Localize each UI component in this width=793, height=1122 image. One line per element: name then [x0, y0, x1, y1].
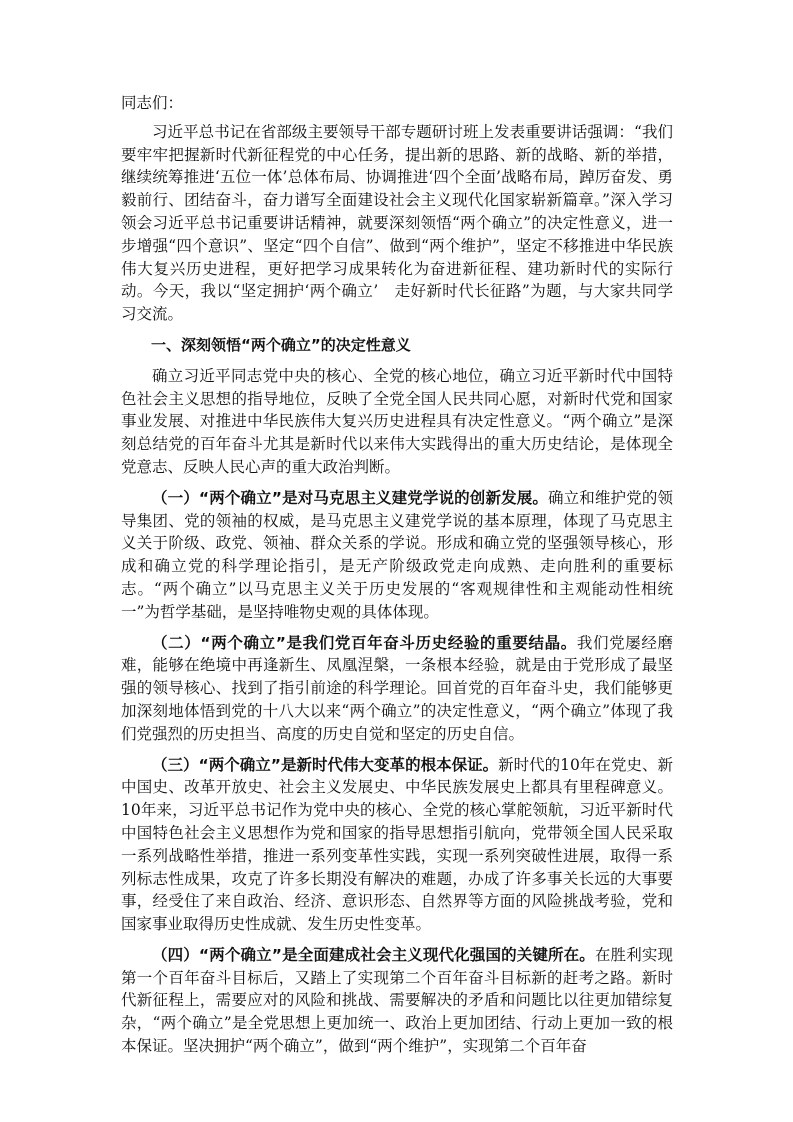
section-heading: 一、深刻领悟“两个确立”的决定性意义 — [151, 335, 411, 354]
point-body: 确立和维护党的领导集团、党的领袖的权威，是马克思主义建党学说的基本原理，体现了马克思主义关于阶级、政党、领袖、群众关系的学说。形成和确立党的坚强领导核心，形成和确立党的科学理论指引，是无产阶级政党走向成熟、走向胜利的重要标志。“两个确立”以马克思主义关于历史发展的“客观规律性和主观能动性相统一”为哲学基础，是坚持唯物史观的具体体现。 — [121, 488, 673, 621]
point-title: （二）“两个确立”是我们党百年奋斗历史经验的重要结晶。 — [152, 633, 577, 652]
section-intro-paragraph: 确立习近平同志党中央的核心、全党的核心地位，确立习近平新时代中国特色社会主义思想的指导地位，反映了全党全国人民共同心愿，对新时代党和国家事业发展、对推进中华民族伟大复兴历史进程具有决定性意义。“两个确立”是深刻总结党的百年奋斗尤其是新时代以来伟大实践得出的重大历史结论，是体现全党意志、反映人民心声的重大政治判断。 — [121, 366, 673, 476]
point-body: 在胜利实现第一个百年奋斗目标后，又踏上了实现第二个百年奋斗目标新的赶考之路。新时代新征程上，需要应对的风险和挑战、需要解决的矛盾和问题比以往更加错综复杂，“两个确立”是全党思想上更加统一、政治上更加团结、行动上更加一致的根本保证。坚决拥护“两个确立”，做到“两个维护”，实现第二个百年奋 — [121, 945, 673, 1056]
salutation: 同志们： — [121, 94, 184, 112]
point-body: 我们党屡经磨难，能够在绝境中再逢新生、凤凰涅槃，一条根本经验，就是由于党形成了最坚强的领导核心、找到了指引前途的科学理论。回首党的百年奋斗史，我们能够更加深刻地体悟到党的十八大以来“两个确立”的决定性意义，“两个确立”体现了我们党强烈的历史担当、高度的历史自觉和坚定的历史自信。 — [121, 633, 673, 743]
point-paragraph-2 — [121, 632, 673, 746]
point-title: （四）“两个确立”是全面建成社会主义现代化强国的关键所在。 — [152, 945, 595, 964]
point-title: （一）“两个确立”是对马克思主义建党学说的创新发展。 — [152, 488, 548, 507]
point-paragraph-4 — [121, 944, 673, 1058]
point-paragraph-1 — [121, 487, 673, 624]
point-body: 新时代的10年在党史、新中国史、改革开放史、社会主义发展史、中华民族发展史上都具有里程碑意义。10年来，习近平总书记作为党中央的核心、全党的核心掌舵领航，习近平新时代中国特色社会主义思想作为党和国家的指导思想指引航向，党带领全国人民采取一系列战略性举措，推进一系列变革性实践，实现一系列突破性进展，取得一系列标志性成果，攻克了许多长期没有解决的难题，办成了许多事关长远的大事要事，经受住了来自政治、经济、意识形态、自然界等方面的风险挑战考验，党和国家事业取得历史性成就、发生历史性变革。 — [121, 755, 673, 934]
document-page — [121, 92, 673, 1066]
point-paragraph-3 — [121, 754, 673, 936]
intro-paragraph: 习近平总书记在省部级主要领导干部专题研讨班上发表重要讲话强调：“我们要牢牢把握新时代新征程党的中心任务，提出新的思路、新的战略、新的举措，继续统筹推进‘五位一体’总体布局、协调推进‘四个全面’战略布局，踔厉奋发、勇毅前行、团结奋斗，奋力谱写全面建设社会主义现代化国家崭新篇章。”深入学习领会习近平总书记重要讲话精神，就要深刻领悟“两个确立”的决定性意义，进一步增强“四个意识”、坚定“四个自信”、做到“两个维护”，坚定不移推进中华民族伟大复兴历史进程，更好把学习成果转化为奋进新征程、建功新时代的实际行动。今天，我以“坚定拥护‘两个确立’ 走好新时代长征路”为题，与大家共同学习交流。 — [121, 122, 673, 324]
point-title: （三）“两个确立”是新时代伟大变革的根本保证。 — [152, 755, 499, 774]
